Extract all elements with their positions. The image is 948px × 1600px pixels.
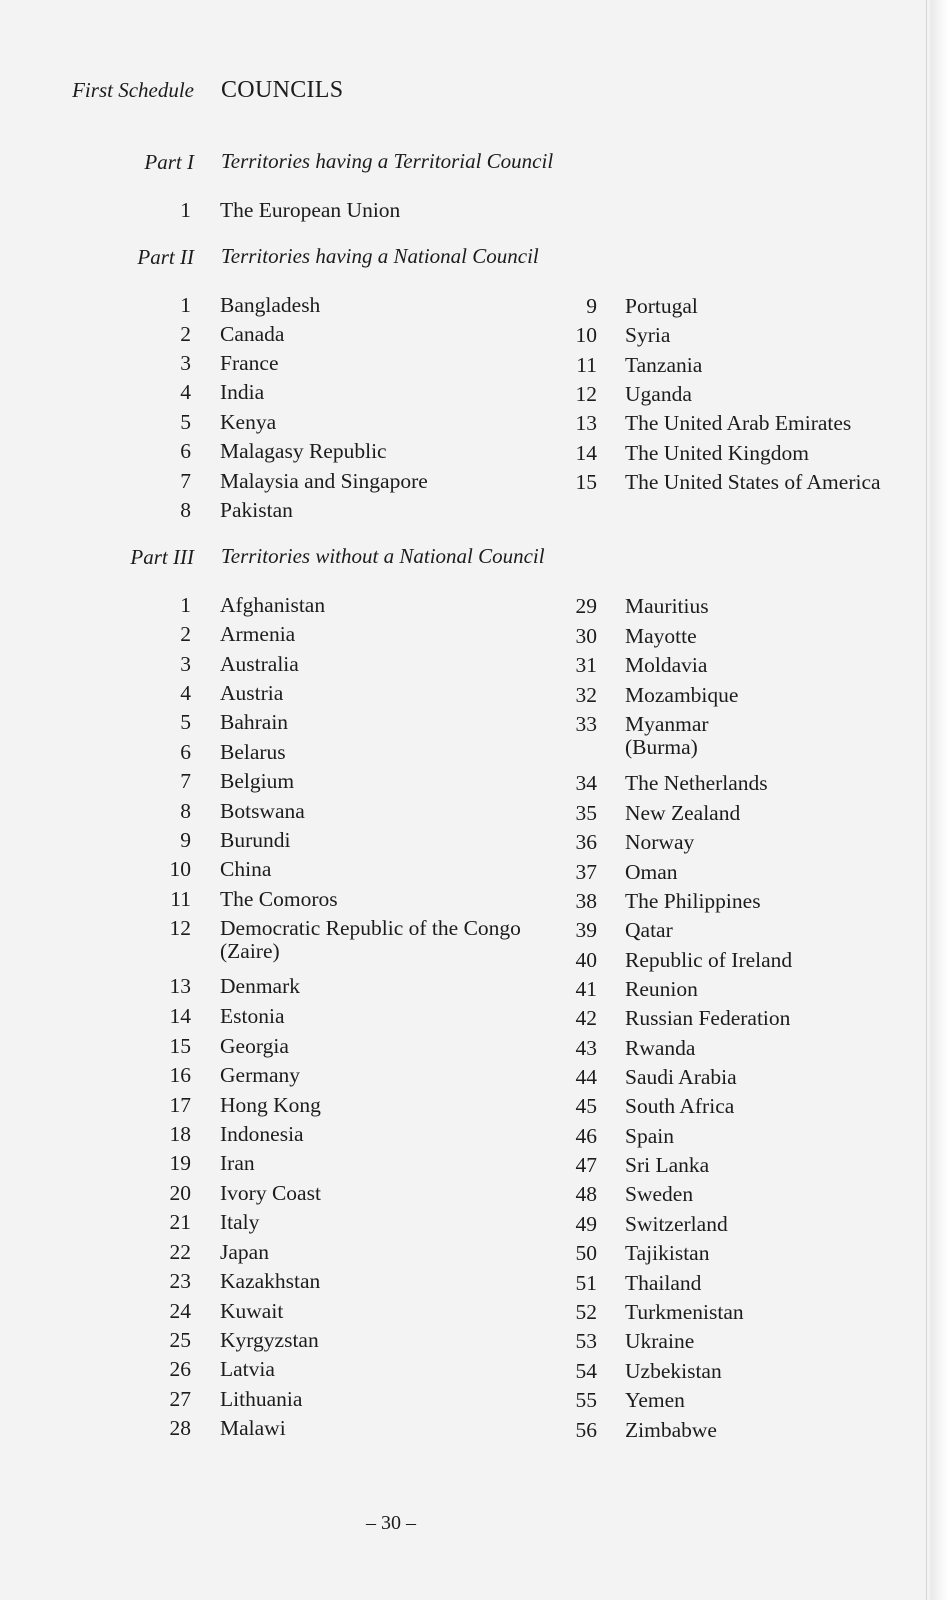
entry-territory: Switzerland	[625, 1212, 728, 1236]
entry-territory: South Africa	[625, 1094, 735, 1118]
entry-territory: Qatar	[625, 918, 673, 942]
entry-territory: Uzbekistan	[625, 1359, 722, 1383]
entry-number: 15	[575, 470, 597, 494]
page-edge-line	[926, 0, 927, 1600]
entry-territory: Sri Lanka	[625, 1153, 710, 1177]
entry-territory: Kazakhstan	[220, 1269, 321, 1293]
entry-number: 10	[575, 323, 597, 347]
entry-territory: Republic of Ireland	[625, 948, 793, 972]
entry-territory: Kyrgyzstan	[220, 1328, 319, 1352]
entry-number: 55	[575, 1388, 597, 1412]
entry-territory: Ivory Coast	[220, 1181, 321, 1205]
entry-territory: The European Union	[220, 198, 401, 222]
entry-territory: The Philippines	[625, 889, 761, 913]
entry-territory: Sweden	[625, 1182, 694, 1206]
entry-number: 32	[575, 683, 597, 707]
entry-territory: The Comoros	[220, 887, 338, 911]
entry-territory: Bahrain	[220, 710, 289, 734]
entry-number: 34	[575, 771, 597, 795]
entry-number: 28	[169, 1416, 191, 1440]
entry-number: 14	[169, 1004, 191, 1028]
entry-number: 17	[169, 1093, 191, 1117]
entry-number: 16	[169, 1063, 191, 1087]
entry-number: 35	[575, 801, 597, 825]
entry-territory: Moldavia	[625, 653, 708, 677]
entry-territory: Bangladesh	[220, 293, 321, 317]
entry-territory: Latvia	[220, 1357, 275, 1381]
entry-number: 36	[575, 830, 597, 854]
entry-territory: Mozambique	[625, 683, 739, 707]
entry-territory: Thailand	[625, 1271, 702, 1295]
entry-number: 19	[169, 1151, 191, 1175]
entry-territory: Turkmenistan	[625, 1300, 744, 1324]
schedule-label: First Schedule	[72, 78, 194, 102]
part-label: Part I	[144, 150, 194, 174]
entry-territory: Belgium	[220, 769, 295, 793]
entry-number: 15	[169, 1034, 191, 1058]
entry-territory: Japan	[220, 1240, 269, 1264]
entry-territory: Italy	[220, 1210, 260, 1234]
entry-number: 56	[575, 1418, 597, 1442]
entry-territory: Kuwait	[220, 1299, 284, 1323]
entry-number: 54	[575, 1359, 597, 1383]
entry-territory: Kenya	[220, 410, 277, 434]
entry-territory: Spain	[625, 1124, 674, 1148]
entry-number: 22	[169, 1240, 191, 1264]
entry-number: 4	[180, 681, 191, 705]
entry-number: 40	[575, 948, 597, 972]
entry-number: 12	[169, 916, 191, 940]
entry-number: 2	[180, 622, 191, 646]
entry-number: 11	[576, 353, 597, 377]
entry-territory: The United Kingdom	[625, 441, 809, 465]
entry-number: 26	[169, 1357, 191, 1381]
entry-territory: Belarus	[220, 740, 286, 764]
entry-territory: Burundi	[220, 828, 291, 852]
entry-territory: Austria	[220, 681, 284, 705]
entry-number: 27	[169, 1387, 191, 1411]
entry-territory: Iran	[220, 1151, 255, 1175]
entry-number: 3	[180, 652, 191, 676]
entry-territory: Zimbabwe	[625, 1418, 717, 1442]
entry-territory: Syria	[625, 323, 671, 347]
entry-number: 44	[575, 1065, 597, 1089]
entry-number: 49	[575, 1212, 597, 1236]
entry-territory: Uganda	[625, 382, 692, 406]
entry-territory: Tajikistan	[625, 1241, 710, 1265]
entry-territory: Mayotte	[625, 624, 697, 648]
entry-number: 39	[575, 918, 597, 942]
entry-number: 1	[180, 198, 191, 222]
entry-number: 10	[169, 857, 191, 881]
entry-number: 6	[180, 740, 191, 764]
entry-territory: Mauritius	[625, 594, 709, 618]
entry-number: 5	[180, 710, 191, 734]
entry-territory: Estonia	[220, 1004, 285, 1028]
entry-territory: Ukraine	[625, 1329, 695, 1353]
entry-number: 12	[575, 382, 597, 406]
entry-territory: Tanzania	[625, 353, 703, 377]
entry-number: 25	[169, 1328, 191, 1352]
page-edge-shadow	[930, 0, 948, 1600]
entry-territory: Hong Kong	[220, 1093, 321, 1117]
entry-territory: Denmark	[220, 974, 300, 998]
entry-territory: China	[220, 857, 272, 881]
entry-number: 13	[169, 974, 191, 998]
entry-number: 9	[586, 294, 597, 318]
entry-territory: Norway	[625, 830, 695, 854]
entry-number: 52	[575, 1300, 597, 1324]
entry-territory: The United Arab Emirates	[625, 411, 852, 435]
entry-territory: Pakistan	[220, 498, 293, 522]
entry-territory: Malagasy Republic	[220, 439, 387, 463]
entry-territory: Malaysia and Singapore	[220, 469, 428, 493]
entry-number: 29	[575, 594, 597, 618]
entry-territory: Rwanda	[625, 1036, 696, 1060]
entry-territory: Armenia	[220, 622, 296, 646]
entry-number: 46	[575, 1124, 597, 1148]
part-heading: Territories having a National Council	[221, 244, 539, 268]
entry-territory: Portugal	[625, 294, 698, 318]
entry-territory: Indonesia	[220, 1122, 304, 1146]
part-heading: Territories having a Territorial Council	[221, 149, 554, 173]
entry-number: 21	[169, 1210, 191, 1234]
entry-number: 2	[180, 322, 191, 346]
part-label: Part III	[130, 545, 194, 569]
entry-number: 7	[180, 469, 191, 493]
entry-number: 51	[575, 1271, 597, 1295]
entry-number: 30	[575, 624, 597, 648]
entry-territory: Myanmar (Burma)	[625, 712, 709, 759]
entry-number: 38	[575, 889, 597, 913]
entry-territory: Democratic Republic of the Congo (Zaire)	[220, 916, 521, 963]
entry-number: 14	[575, 441, 597, 465]
entry-number: 3	[180, 351, 191, 375]
entry-number: 8	[180, 799, 191, 823]
entry-number: 9	[180, 828, 191, 852]
entry-territory: Malawi	[220, 1416, 286, 1440]
entry-territory: India	[220, 380, 265, 404]
entry-territory: Germany	[220, 1063, 300, 1087]
entry-number: 4	[180, 380, 191, 404]
entry-number: 50	[575, 1241, 597, 1265]
entry-number: 5	[180, 410, 191, 434]
entry-number: 18	[169, 1122, 191, 1146]
entry-number: 1	[180, 593, 191, 617]
entry-number: 48	[575, 1182, 597, 1206]
entry-number: 53	[575, 1329, 597, 1353]
entry-territory: The United States of America	[625, 470, 881, 494]
entry-number: 47	[575, 1153, 597, 1177]
entry-number: 1	[180, 293, 191, 317]
entry-territory: Russian Federation	[625, 1006, 791, 1030]
entry-territory: The Netherlands	[625, 771, 768, 795]
entry-number: 41	[575, 977, 597, 1001]
entry-territory: Afghanistan	[220, 593, 326, 617]
entry-number: 24	[169, 1299, 191, 1323]
entry-number: 23	[169, 1269, 191, 1293]
entry-number: 43	[575, 1036, 597, 1060]
entry-territory: Lithuania	[220, 1387, 303, 1411]
entry-number: 37	[575, 860, 597, 884]
entry-territory: Yemen	[625, 1388, 685, 1412]
entry-number: 45	[575, 1094, 597, 1118]
entry-number: 11	[170, 887, 191, 911]
schedule-title: COUNCILS	[221, 77, 344, 103]
page-number: – 30 –	[366, 1512, 416, 1534]
entry-number: 20	[169, 1181, 191, 1205]
entry-territory: Reunion	[625, 977, 698, 1001]
entry-territory: Oman	[625, 860, 678, 884]
part-label: Part II	[137, 245, 194, 269]
entry-territory: Australia	[220, 652, 299, 676]
entry-number: 7	[180, 769, 191, 793]
entry-number: 13	[575, 411, 597, 435]
entry-number: 31	[575, 653, 597, 677]
entry-number: 33	[575, 712, 597, 736]
entry-territory: France	[220, 351, 279, 375]
entry-territory: Botswana	[220, 799, 305, 823]
entry-territory: Canada	[220, 322, 285, 346]
entry-territory: Saudi Arabia	[625, 1065, 737, 1089]
entry-territory: New Zealand	[625, 801, 741, 825]
part-heading: Territories without a National Council	[221, 544, 545, 568]
entry-number: 42	[575, 1006, 597, 1030]
entry-number: 6	[180, 439, 191, 463]
entry-territory: Georgia	[220, 1034, 289, 1058]
entry-number: 8	[180, 498, 191, 522]
